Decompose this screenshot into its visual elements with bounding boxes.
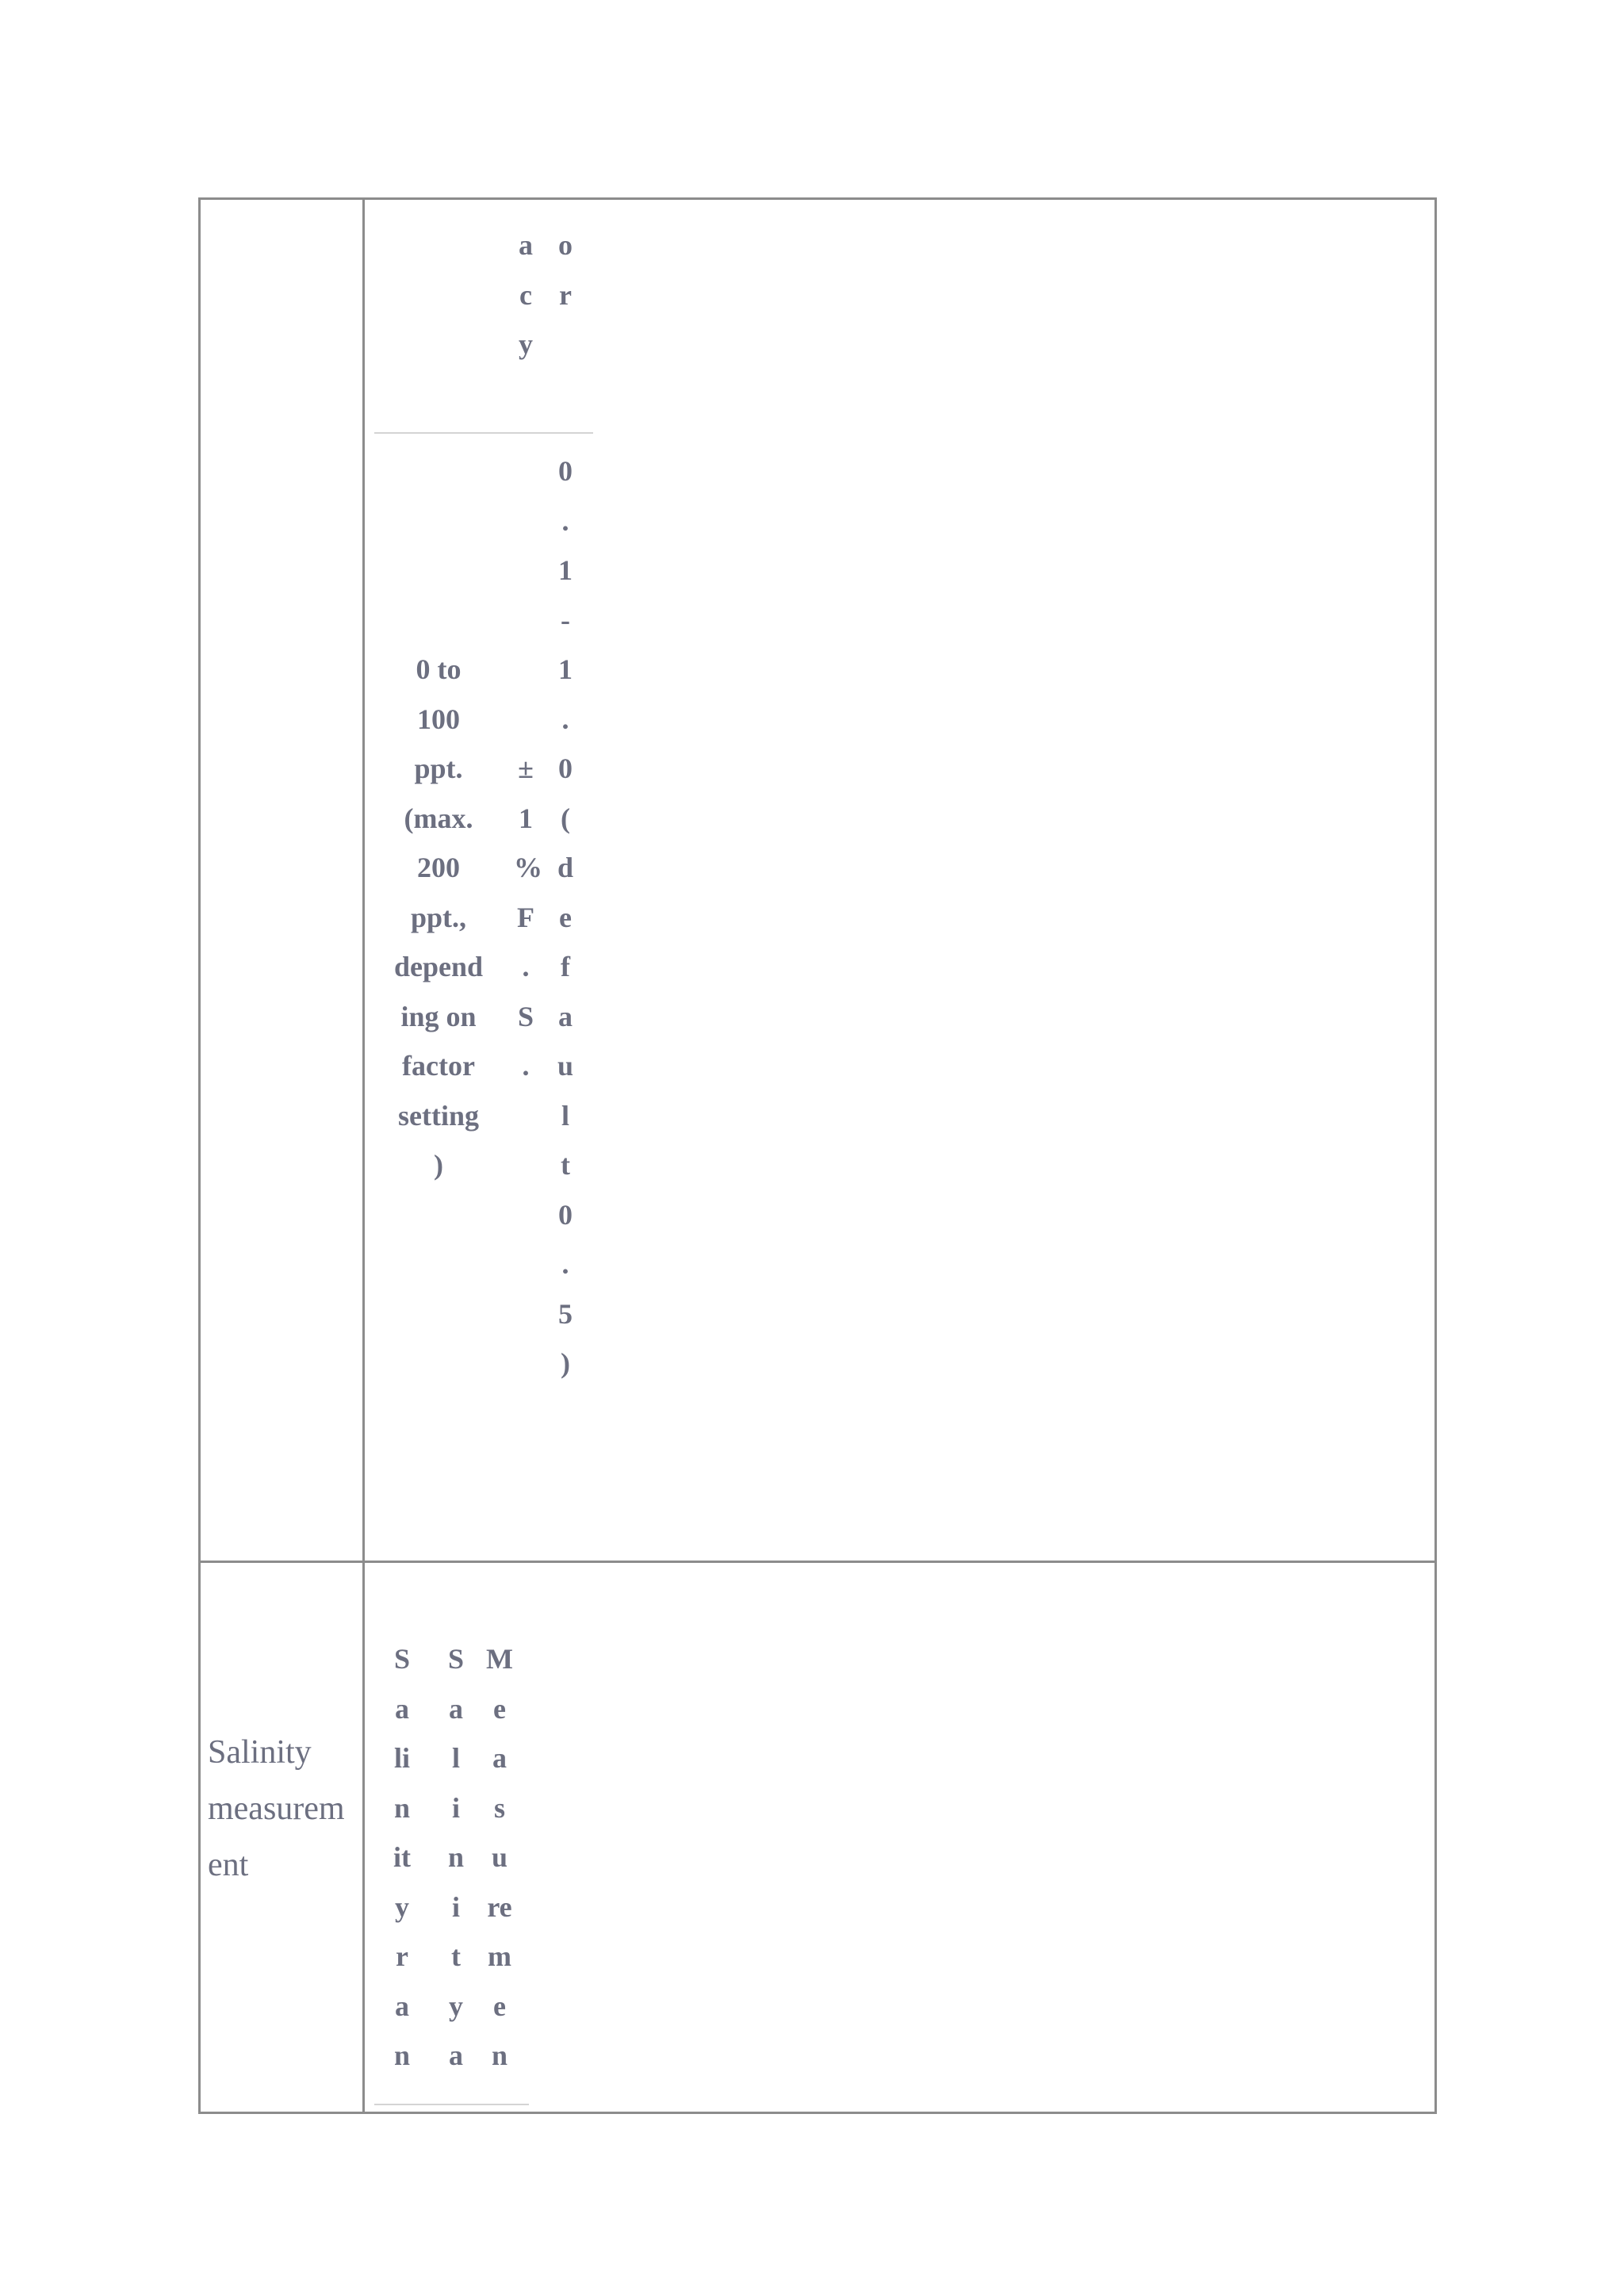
factor-setting: 0 . 1 - 1 . 0 ( d e f a u l t 0 . 5 ) bbox=[557, 455, 574, 1379]
row-label-salinity: Salinity measurem ent bbox=[208, 1734, 345, 1883]
salinity-accuracy-header: S a l i n i t y a bbox=[447, 1643, 465, 2071]
lower-rule bbox=[374, 2104, 529, 2105]
header-rule bbox=[374, 432, 593, 434]
measurement-accuracy: ± 1 % F . S . bbox=[514, 753, 542, 1082]
measurement-range: 0 to 100 ppt. (max. 200 ppt., depend ing on factor setting ) bbox=[393, 653, 484, 1181]
salinity-range-header: S a li n it y r a n bbox=[393, 1643, 411, 2071]
measurement-header: M e a s u re m e n bbox=[486, 1643, 513, 2071]
accuracy-fragment: a c y bbox=[519, 229, 533, 360]
factor-fragment: o r bbox=[558, 229, 573, 311]
row-divider bbox=[198, 1561, 1437, 1563]
column-divider bbox=[362, 197, 365, 2114]
